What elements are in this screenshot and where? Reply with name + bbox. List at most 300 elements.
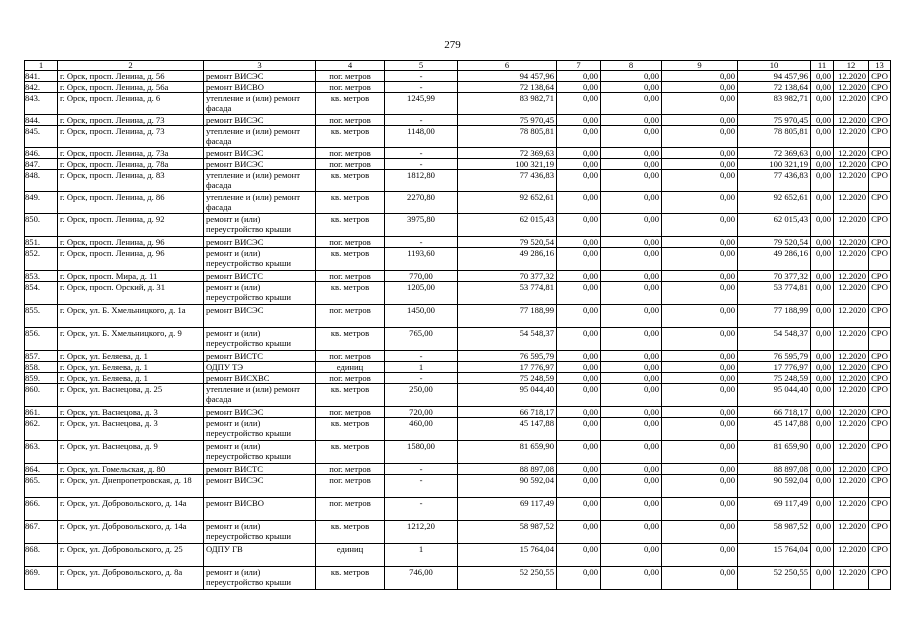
unit-cell: кв. метров <box>316 214 385 237</box>
column-header: 10 <box>738 61 811 71</box>
deadline-cell: 12.2020 <box>834 71 869 82</box>
col8-cell: 0,00 <box>601 328 662 351</box>
method-cell: СРО <box>869 248 891 271</box>
method-cell: СРО <box>869 214 891 237</box>
row-number: 864. <box>25 464 58 475</box>
col9-cell: 0,00 <box>662 214 738 237</box>
row-number: 852. <box>25 248 58 271</box>
column-header: 6 <box>458 61 557 71</box>
work-type-cell: ремонт ВИСЭС <box>204 159 316 170</box>
quantity-cell: 1 <box>385 362 458 373</box>
work-type-cell: ремонт ВИСТС <box>204 351 316 362</box>
column-header: 2 <box>58 61 204 71</box>
total-cost-cell: 75 970,45 <box>458 115 557 126</box>
deadline-cell: 12.2020 <box>834 418 869 441</box>
method-cell: СРО <box>869 170 891 192</box>
total-cost-cell: 15 764,04 <box>458 544 557 567</box>
address-cell: г. Орск, ул. Добровольского, д. 14а <box>58 498 204 521</box>
col10-cell: 72 369,63 <box>738 148 811 159</box>
col8-cell: 0,00 <box>601 71 662 82</box>
col11-cell: 0,00 <box>811 464 834 475</box>
col9-cell: 0,00 <box>662 441 738 464</box>
address-cell: г. Орск, просп. Ленина, д. 96 <box>58 237 204 248</box>
col9-cell: 0,00 <box>662 93 738 115</box>
total-cost-cell: 45 147,88 <box>458 418 557 441</box>
row-number: 847. <box>25 159 58 170</box>
total-cost-cell: 88 897,08 <box>458 464 557 475</box>
unit-cell: единиц <box>316 544 385 567</box>
work-type-cell: утепление и (или) ремонт фасада <box>204 126 316 148</box>
col10-cell: 83 982,71 <box>738 93 811 115</box>
col8-cell: 0,00 <box>601 464 662 475</box>
work-type-cell: ремонт и (или) переустройство крыши <box>204 214 316 237</box>
unit-cell: кв. метров <box>316 248 385 271</box>
unit-cell: кв. метров <box>316 521 385 544</box>
row-number: 855. <box>25 305 58 328</box>
col7-cell: 0,00 <box>557 418 601 441</box>
quantity-cell: - <box>385 148 458 159</box>
deadline-cell: 12.2020 <box>834 237 869 248</box>
quantity-cell: - <box>385 115 458 126</box>
table-row <box>25 248 891 271</box>
address-cell: г. Орск, ул. Б. Хмельницкого, д. 9 <box>58 328 204 351</box>
quantity-cell: 2270,80 <box>385 192 458 214</box>
address-cell: г. Орск, просп. Ленина, д. 92 <box>58 214 204 237</box>
row-number: 862. <box>25 418 58 441</box>
work-type-cell: ремонт и (или) переустройство крыши <box>204 282 316 305</box>
work-type-cell: ремонт ВИСЭС <box>204 237 316 248</box>
method-cell: СРО <box>869 305 891 328</box>
row-number: 867. <box>25 521 58 544</box>
column-header: 4 <box>316 61 385 71</box>
quantity-cell: - <box>385 71 458 82</box>
column-header: 11 <box>811 61 834 71</box>
col11-cell: 0,00 <box>811 521 834 544</box>
table-row <box>25 82 891 93</box>
col8-cell: 0,00 <box>601 170 662 192</box>
table-row <box>25 148 891 159</box>
row-number: 858. <box>25 362 58 373</box>
col10-cell: 45 147,88 <box>738 418 811 441</box>
col9-cell: 0,00 <box>662 544 738 567</box>
col8-cell: 0,00 <box>601 148 662 159</box>
table-row <box>25 170 891 192</box>
work-type-cell: ремонт ВИСЭС <box>204 115 316 126</box>
total-cost-cell: 92 652,61 <box>458 192 557 214</box>
column-header: 7 <box>557 61 601 71</box>
work-type-cell: ремонт и (или) переустройство крыши <box>204 418 316 441</box>
address-cell: г. Орск, ул. Васнецова, д. 25 <box>58 384 204 407</box>
method-cell: СРО <box>869 148 891 159</box>
col10-cell: 15 764,04 <box>738 544 811 567</box>
address-cell: г. Орск, просп. Ленина, д. 83 <box>58 170 204 192</box>
col10-cell: 70 377,32 <box>738 271 811 282</box>
work-type-cell: ремонт ВИСЭС <box>204 475 316 498</box>
address-cell: г. Орск, просп. Ленина, д. 6 <box>58 93 204 115</box>
table-row <box>25 384 891 407</box>
address-cell: г. Орск, просп. Ленина, д. 86 <box>58 192 204 214</box>
work-type-cell: ремонт ВИСЭС <box>204 148 316 159</box>
table-row <box>25 362 891 373</box>
table-row <box>25 475 891 498</box>
deadline-cell: 12.2020 <box>834 126 869 148</box>
address-cell: г. Орск, ул. Добровольского, д. 25 <box>58 544 204 567</box>
quantity-cell: - <box>385 82 458 93</box>
col9-cell: 0,00 <box>662 362 738 373</box>
page-number: 279 <box>444 39 461 51</box>
col8-cell: 0,00 <box>601 418 662 441</box>
col10-cell: 54 548,37 <box>738 328 811 351</box>
col10-cell: 95 044,40 <box>738 384 811 407</box>
address-cell: г. Орск, ул. Беляева, д. 1 <box>58 351 204 362</box>
table-row <box>25 126 891 148</box>
deadline-cell: 12.2020 <box>834 407 869 418</box>
col10-cell: 49 286,16 <box>738 248 811 271</box>
work-type-cell: ОДПУ ГВ <box>204 544 316 567</box>
row-number: 845. <box>25 126 58 148</box>
row-number: 851. <box>25 237 58 248</box>
unit-cell: кв. метров <box>316 282 385 305</box>
col10-cell: 90 592,04 <box>738 475 811 498</box>
quantity-cell: - <box>385 237 458 248</box>
column-header: 9 <box>662 61 738 71</box>
col10-cell: 53 774,81 <box>738 282 811 305</box>
work-type-cell: ремонт ВИСВО <box>204 82 316 93</box>
method-cell: СРО <box>869 159 891 170</box>
unit-cell: единиц <box>316 362 385 373</box>
col9-cell: 0,00 <box>662 170 738 192</box>
unit-cell: пог. метров <box>316 475 385 498</box>
address-cell: г. Орск, ул. Добровольского, д. 14а <box>58 521 204 544</box>
work-type-cell: ОДПУ ТЭ <box>204 362 316 373</box>
col10-cell: 94 457,96 <box>738 71 811 82</box>
col8-cell: 0,00 <box>601 498 662 521</box>
col8-cell: 0,00 <box>601 82 662 93</box>
work-type-cell: ремонт ВИСТС <box>204 271 316 282</box>
row-number: 853. <box>25 271 58 282</box>
total-cost-cell: 70 377,32 <box>458 271 557 282</box>
address-cell: г. Орск, ул. Васнецова, д. 3 <box>58 418 204 441</box>
total-cost-cell: 49 286,16 <box>458 248 557 271</box>
col8-cell: 0,00 <box>601 282 662 305</box>
col9-cell: 0,00 <box>662 192 738 214</box>
col9-cell: 0,00 <box>662 521 738 544</box>
col8-cell: 0,00 <box>601 126 662 148</box>
deadline-cell: 12.2020 <box>834 82 869 93</box>
col7-cell: 0,00 <box>557 71 601 82</box>
col11-cell: 0,00 <box>811 170 834 192</box>
deadline-cell: 12.2020 <box>834 282 869 305</box>
method-cell: СРО <box>869 115 891 126</box>
col9-cell: 0,00 <box>662 282 738 305</box>
unit-cell: пог. метров <box>316 115 385 126</box>
col10-cell: 88 897,08 <box>738 464 811 475</box>
total-cost-cell: 81 659,90 <box>458 441 557 464</box>
method-cell: СРО <box>869 441 891 464</box>
row-number: 841. <box>25 71 58 82</box>
col8-cell: 0,00 <box>601 407 662 418</box>
deadline-cell: 12.2020 <box>834 362 869 373</box>
col8-cell: 0,00 <box>601 192 662 214</box>
col11-cell: 0,00 <box>811 362 834 373</box>
row-number: 849. <box>25 192 58 214</box>
total-cost-cell: 17 776,97 <box>458 362 557 373</box>
total-cost-cell: 94 457,96 <box>458 71 557 82</box>
method-cell: СРО <box>869 271 891 282</box>
column-header: 1 <box>25 61 58 71</box>
col8-cell: 0,00 <box>601 384 662 407</box>
col8-cell: 0,00 <box>601 93 662 115</box>
col7-cell: 0,00 <box>557 271 601 282</box>
table-row <box>25 328 891 351</box>
col7-cell: 0,00 <box>557 237 601 248</box>
row-number: 866. <box>25 498 58 521</box>
col9-cell: 0,00 <box>662 407 738 418</box>
method-cell: СРО <box>869 521 891 544</box>
address-cell: г. Орск, просп. Ленина, д. 73а <box>58 148 204 159</box>
col7-cell: 0,00 <box>557 126 601 148</box>
total-cost-cell: 72 369,63 <box>458 148 557 159</box>
unit-cell: пог. метров <box>316 498 385 521</box>
deadline-cell: 12.2020 <box>834 384 869 407</box>
col9-cell: 0,00 <box>662 351 738 362</box>
col7-cell: 0,00 <box>557 170 601 192</box>
quantity-cell: 1245,99 <box>385 93 458 115</box>
quantity-cell: - <box>385 464 458 475</box>
row-number: 844. <box>25 115 58 126</box>
work-type-cell: утепление и (или) ремонт фасада <box>204 192 316 214</box>
work-type-cell: утепление и (или) ремонт фасада <box>204 384 316 407</box>
col8-cell: 0,00 <box>601 521 662 544</box>
quantity-cell: - <box>385 475 458 498</box>
method-cell: СРО <box>869 544 891 567</box>
col7-cell: 0,00 <box>557 305 601 328</box>
unit-cell: кв. метров <box>316 567 385 590</box>
row-number: 868. <box>25 544 58 567</box>
row-number: 856. <box>25 328 58 351</box>
total-cost-cell: 62 015,43 <box>458 214 557 237</box>
deadline-cell: 12.2020 <box>834 373 869 384</box>
deadline-cell: 12.2020 <box>834 271 869 282</box>
address-cell: г. Орск, просп. Орский, д. 31 <box>58 282 204 305</box>
col8-cell: 0,00 <box>601 544 662 567</box>
col10-cell: 76 595,79 <box>738 351 811 362</box>
work-type-cell: утепление и (или) ремонт фасада <box>204 93 316 115</box>
col11-cell: 0,00 <box>811 115 834 126</box>
col11-cell: 0,00 <box>811 441 834 464</box>
address-cell: г. Орск, просп. Мира, д. 11 <box>58 271 204 282</box>
unit-cell: пог. метров <box>316 159 385 170</box>
table-row <box>25 115 891 126</box>
method-cell: СРО <box>869 93 891 115</box>
col10-cell: 52 250,55 <box>738 567 811 590</box>
quantity-cell: 1193,60 <box>385 248 458 271</box>
table-row <box>25 71 891 82</box>
deadline-cell: 12.2020 <box>834 328 869 351</box>
column-header: 12 <box>834 61 869 71</box>
col7-cell: 0,00 <box>557 567 601 590</box>
table-row <box>25 567 891 590</box>
col7-cell: 0,00 <box>557 384 601 407</box>
col9-cell: 0,00 <box>662 148 738 159</box>
total-cost-cell: 77 436,83 <box>458 170 557 192</box>
row-number: 859. <box>25 373 58 384</box>
col7-cell: 0,00 <box>557 475 601 498</box>
address-cell: г. Орск, ул. Б. Хмельницкого, д. 1а <box>58 305 204 328</box>
col8-cell: 0,00 <box>601 567 662 590</box>
col11-cell: 0,00 <box>811 214 834 237</box>
table-row <box>25 192 891 214</box>
col7-cell: 0,00 <box>557 351 601 362</box>
col8-cell: 0,00 <box>601 248 662 271</box>
col11-cell: 0,00 <box>811 159 834 170</box>
quantity-cell: 746,00 <box>385 567 458 590</box>
work-type-cell: ремонт ВИСЭС <box>204 305 316 328</box>
work-type-cell: ремонт и (или) переустройство крыши <box>204 248 316 271</box>
row-number: 854. <box>25 282 58 305</box>
unit-cell: пог. метров <box>316 407 385 418</box>
method-cell: СРО <box>869 407 891 418</box>
deadline-cell: 12.2020 <box>834 441 869 464</box>
col11-cell: 0,00 <box>811 271 834 282</box>
table-row <box>25 418 891 441</box>
quantity-cell: 1 <box>385 544 458 567</box>
deadline-cell: 12.2020 <box>834 521 869 544</box>
col7-cell: 0,00 <box>557 192 601 214</box>
total-cost-cell: 77 188,99 <box>458 305 557 328</box>
col9-cell: 0,00 <box>662 71 738 82</box>
method-cell: СРО <box>869 373 891 384</box>
col7-cell: 0,00 <box>557 544 601 567</box>
method-cell: СРО <box>869 71 891 82</box>
col10-cell: 66 718,17 <box>738 407 811 418</box>
deadline-cell: 12.2020 <box>834 305 869 328</box>
total-cost-cell: 75 248,59 <box>458 373 557 384</box>
total-cost-cell: 69 117,49 <box>458 498 557 521</box>
quantity-cell: 720,00 <box>385 407 458 418</box>
method-cell: СРО <box>869 498 891 521</box>
method-cell: СРО <box>869 567 891 590</box>
row-number: 848. <box>25 170 58 192</box>
deadline-cell: 12.2020 <box>834 214 869 237</box>
col9-cell: 0,00 <box>662 373 738 384</box>
col7-cell: 0,00 <box>557 148 601 159</box>
column-number-row <box>25 61 891 71</box>
table-row <box>25 521 891 544</box>
work-type-cell: ремонт и (или) переустройство крыши <box>204 441 316 464</box>
col7-cell: 0,00 <box>557 93 601 115</box>
unit-cell: пог. метров <box>316 71 385 82</box>
table-row <box>25 373 891 384</box>
col10-cell: 78 805,81 <box>738 126 811 148</box>
col11-cell: 0,00 <box>811 475 834 498</box>
deadline-cell: 12.2020 <box>834 567 869 590</box>
col10-cell: 92 652,61 <box>738 192 811 214</box>
total-cost-cell: 95 044,40 <box>458 384 557 407</box>
col10-cell: 75 970,45 <box>738 115 811 126</box>
work-type-cell: ремонт и (или) переустройство крыши <box>204 521 316 544</box>
col11-cell: 0,00 <box>811 498 834 521</box>
row-number: 865. <box>25 475 58 498</box>
row-number: 861. <box>25 407 58 418</box>
col7-cell: 0,00 <box>557 328 601 351</box>
col8-cell: 0,00 <box>601 373 662 384</box>
row-number: 850. <box>25 214 58 237</box>
work-type-cell: ремонт и (или) переустройство крыши <box>204 567 316 590</box>
quantity-cell: 1812,80 <box>385 170 458 192</box>
col7-cell: 0,00 <box>557 159 601 170</box>
row-number: 860. <box>25 384 58 407</box>
col10-cell: 62 015,43 <box>738 214 811 237</box>
col10-cell: 75 248,59 <box>738 373 811 384</box>
column-header: 5 <box>385 61 458 71</box>
col11-cell: 0,00 <box>811 126 834 148</box>
unit-cell: пог. метров <box>316 373 385 384</box>
col7-cell: 0,00 <box>557 362 601 373</box>
table-row <box>25 305 891 328</box>
unit-cell: пог. метров <box>316 237 385 248</box>
col11-cell: 0,00 <box>811 544 834 567</box>
work-type-cell: ремонт ВИСЭС <box>204 407 316 418</box>
col7-cell: 0,00 <box>557 248 601 271</box>
deadline-cell: 12.2020 <box>834 115 869 126</box>
col9-cell: 0,00 <box>662 498 738 521</box>
quantity-cell: 1148,00 <box>385 126 458 148</box>
address-cell: г. Орск, просп. Ленина, д. 56 <box>58 71 204 82</box>
quantity-cell: 1450,00 <box>385 305 458 328</box>
col8-cell: 0,00 <box>601 115 662 126</box>
work-type-cell: ремонт и (или) переустройство крыши <box>204 328 316 351</box>
work-type-cell: ремонт ВИСХВС <box>204 373 316 384</box>
row-number: 842. <box>25 82 58 93</box>
col11-cell: 0,00 <box>811 418 834 441</box>
col9-cell: 0,00 <box>662 237 738 248</box>
col11-cell: 0,00 <box>811 305 834 328</box>
quantity-cell: 765,00 <box>385 328 458 351</box>
col7-cell: 0,00 <box>557 282 601 305</box>
quantity-cell: 250,00 <box>385 384 458 407</box>
method-cell: СРО <box>869 328 891 351</box>
col7-cell: 0,00 <box>557 441 601 464</box>
total-cost-cell: 78 805,81 <box>458 126 557 148</box>
address-cell: г. Орск, ул. Днепропетровская, д. 18 <box>58 475 204 498</box>
col9-cell: 0,00 <box>662 271 738 282</box>
row-number: 863. <box>25 441 58 464</box>
col8-cell: 0,00 <box>601 362 662 373</box>
deadline-cell: 12.2020 <box>834 248 869 271</box>
unit-cell: кв. метров <box>316 418 385 441</box>
col8-cell: 0,00 <box>601 214 662 237</box>
column-header: 13 <box>869 61 891 71</box>
unit-cell: пог. метров <box>316 464 385 475</box>
table-row <box>25 351 891 362</box>
total-cost-cell: 66 718,17 <box>458 407 557 418</box>
method-cell: СРО <box>869 464 891 475</box>
method-cell: СРО <box>869 362 891 373</box>
col9-cell: 0,00 <box>662 418 738 441</box>
col9-cell: 0,00 <box>662 567 738 590</box>
col10-cell: 58 987,52 <box>738 521 811 544</box>
deadline-cell: 12.2020 <box>834 93 869 115</box>
address-cell: г. Орск, ул. Беляева, д. 1 <box>58 373 204 384</box>
col7-cell: 0,00 <box>557 498 601 521</box>
col10-cell: 17 776,97 <box>738 362 811 373</box>
total-cost-cell: 76 595,79 <box>458 351 557 362</box>
col11-cell: 0,00 <box>811 148 834 159</box>
method-cell: СРО <box>869 351 891 362</box>
quantity-cell: - <box>385 159 458 170</box>
col10-cell: 72 138,64 <box>738 82 811 93</box>
